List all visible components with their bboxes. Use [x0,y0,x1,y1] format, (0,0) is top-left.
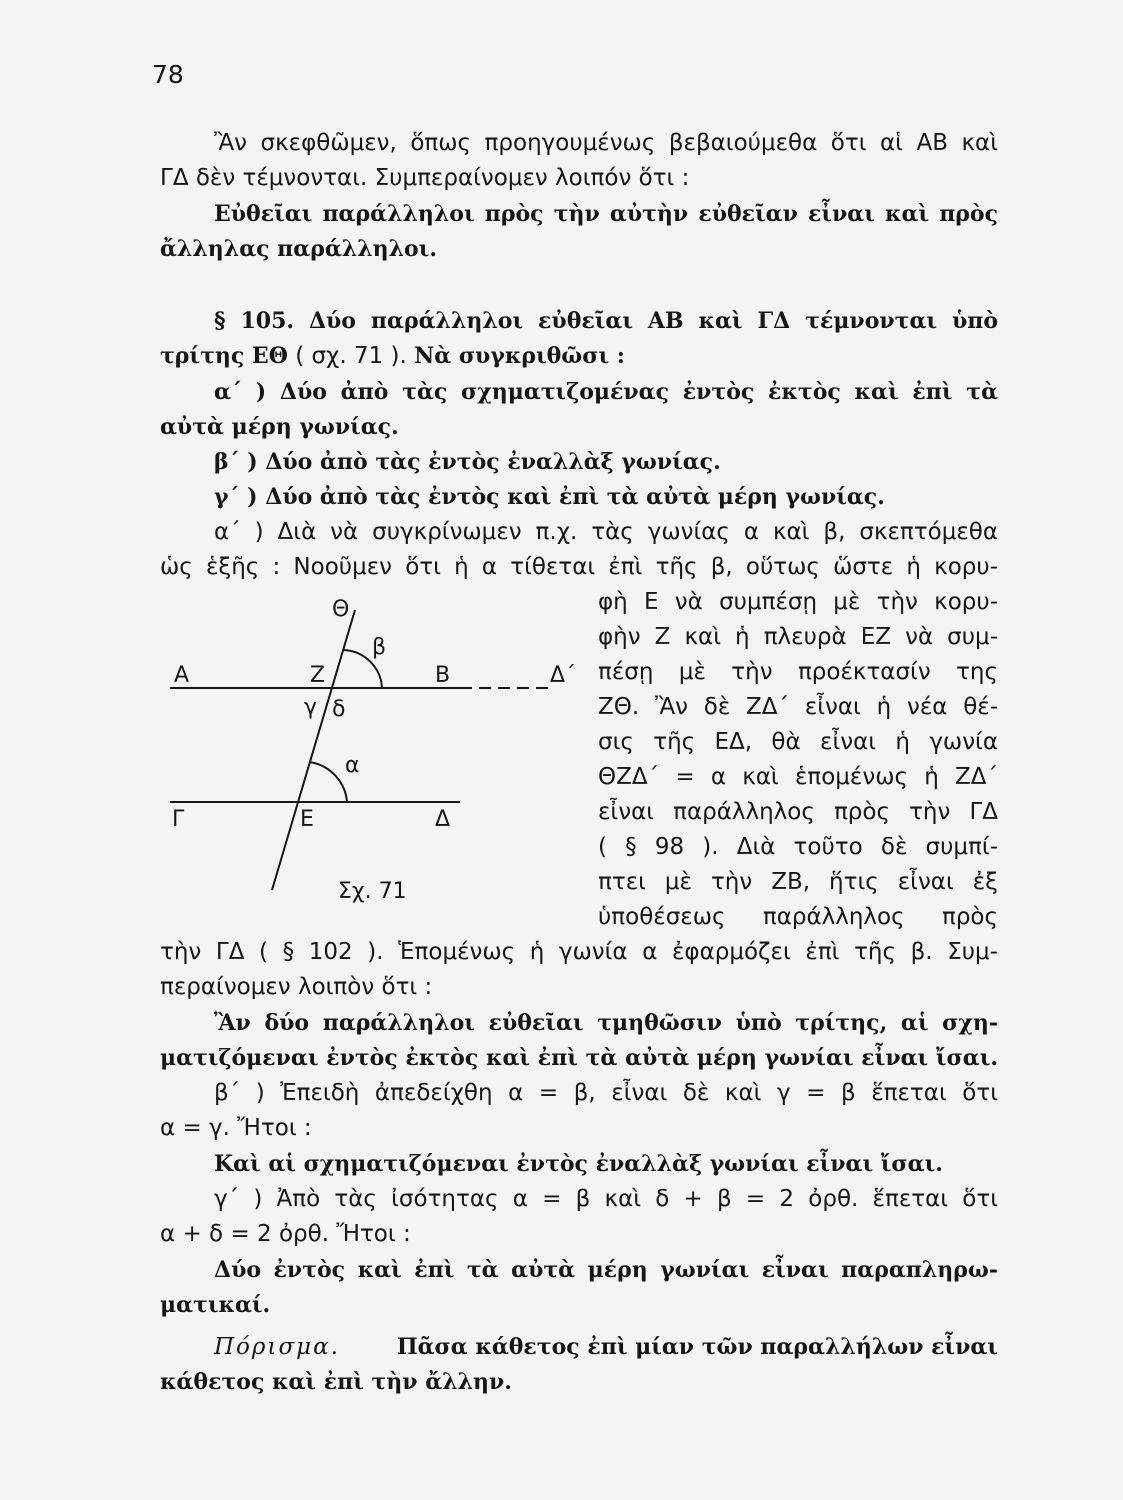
label-alpha: α [345,753,360,778]
text-line: φὴ Ε νὰ συμπέσῃ μὲ τὴν κορυ- [598,589,998,615]
bold-theorem-line: Εὐθεῖαι παράλληλοι πρὸς τὴν αὐτὴν εὐθεῖαν εἶναι καὶ πρὸς [214,201,998,227]
label-e: Ε [300,807,314,832]
text-line: πτει μὲ τὴν ΖΒ, ἥτις εἶναι ἐξ [598,869,998,895]
text-line: ΘΖΔ΄ = α καὶ ἑπομένως ἡ ΖΔ΄ [598,764,998,790]
text-line: φὴν Ζ καὶ ἡ πλευρὰ ΕΖ νὰ συμ- [598,624,998,650]
text-line: περαίνομεν λοιπὸν ὅτι : [160,974,433,1000]
text-line: α΄ ) Διὰ νὰ συγκρίνωμεν π.χ. τὰς γωνίας α καὶ β, σκεπτόμεθα [214,519,998,545]
bold-theorem-line: Καὶ αἱ σχηματιζόμεναι ἐντὸς ἐναλλὰξ γωνίαι εἶναι ἴσαι. [214,1151,943,1177]
text-line: ΖΘ. Ἂν δὲ ΖΔ΄ εἶναι ἡ νέα θέ- [598,694,998,720]
bold-line: γ΄ ) Δύο ἀπὸ τὰς ἐντὸς καὶ ἐπὶ τὰ αὐτὰ μέρη γωνίας. [214,484,885,510]
text-line: Ἂν σκεφθῶμεν, ὅπως προηγουμένως βεβαιούμεθα ὅτι αἱ ΑΒ καὶ [214,130,998,156]
text-line: α + δ = 2 ὀρθ. Ἤτοι : [160,1221,411,1247]
text-line: τὴν ΓΔ ( § 102 ). Ἑπομένως ἡ γωνία α ἐφαρμόζει ἐπὶ τῆς β. Συμ- [160,939,998,965]
label-delta: δ [332,697,346,722]
text-line: πέσῃ μὲ τὴν προέκτασίν της [598,659,998,685]
label-theta: Θ [332,597,350,622]
text-line: γ΄ ) Ἀπὸ τὰς ἰσότητας α = β καὶ δ + β = 2 ὀρθ. ἕπεται ὅτι [214,1186,998,1212]
angle-alpha-arc [309,762,347,802]
text-line: σις τῆς ΕΔ, θὰ εἶναι ἡ γωνία [598,729,998,755]
text-span: τρίτης ΕΘ [160,343,288,369]
text-span: Πᾶσα κάθετος ἐπὶ μίαν τῶν παραλλήλων εἶναι [396,1334,998,1360]
bold-line: α΄ ) Δύο ἀπὸ τὰς σχηματιζομένας ἐντὸς ἐκτὸς καὶ ἐπὶ τὰ [214,379,998,405]
text-line: ὡς ἑξῆς : Νοοῦμεν ὅτι ἡ α τίθεται ἐπὶ τῆς β, οὕτως ὥστε ἡ κορυ- [160,554,998,580]
text-line [160,341,625,371]
label-g: Γ [172,807,185,832]
label-d-prime: Δ΄ [550,663,577,688]
figure-caption: Σχ. 71 [338,879,407,904]
transversal [272,610,355,890]
text-line: β΄ ) Ἐπειδὴ ἀπεδείχθη α = β, εἶναι δὲ καὶ γ = β ἕπεται ὅτι [214,1080,998,1106]
text-line [214,1332,998,1362]
text-line: εἶναι παράλληλος πρὸς τὴν ΓΔ [598,799,998,825]
text-span: Νὰ συγκριθῶσι : [414,343,625,369]
text-line: ( § 98 ). Διὰ τοῦτο δὲ συμπί- [598,834,998,860]
bold-theorem-line: Δύο ἐντὸς καὶ ἐπὶ τὰ αὐτὰ μέρη γωνίαι εἶναι παραπληρω- [214,1257,998,1283]
bold-line: κάθετος καὶ ἐπὶ τὴν ἄλλην. [160,1369,512,1395]
text-line: ὑποθέσεως παράλληλος πρὸς [598,904,998,930]
bold-line: αὐτὰ μέρη γωνίας. [160,414,399,440]
section-heading: § 105. Δύο παράλληλοι εὐθεῖαι ΑΒ καὶ ΓΔ τέμνονται ὑπὸ [214,308,998,334]
label-a: Α [174,663,190,688]
label-gamma: γ [304,695,318,720]
label-b: Β [435,663,451,688]
label-d: Δ [435,807,451,832]
label-beta: β [372,635,387,660]
bold-theorem-line: ἄλληλας παράλληλοι. [160,236,438,262]
bold-line: β΄ ) Δύο ἀπὸ τὰς ἐντὸς ἐναλλὰξ γωνίας. [214,449,721,475]
text-line: α = γ. Ἤτοι : [160,1115,312,1141]
label-z: Ζ [310,663,326,688]
corollary-label: Πόρισμα. [214,1334,340,1360]
bold-theorem-line: ματικαί. [160,1292,271,1318]
page-number: 78 [152,60,184,89]
geometry-figure [160,590,580,920]
text-line: ΓΔ δὲν τέμνονται. Συμπεραίνομεν λοιπόν ὅτι : [160,165,690,191]
bold-theorem-line: Ἂν δύο παράλληλοι εὐθεῖαι τμηθῶσιν ὑπὸ τρίτης, αἱ σχη- [214,1010,998,1036]
bold-theorem-line: ματιζόμεναι ἐντὸς ἐκτὸς καὶ ἐπὶ τὰ αὐτὰ μέρη γωνίαι εἶναι ἴσαι. [160,1045,998,1071]
text-span: ( σχ. 71 ). [295,343,407,369]
